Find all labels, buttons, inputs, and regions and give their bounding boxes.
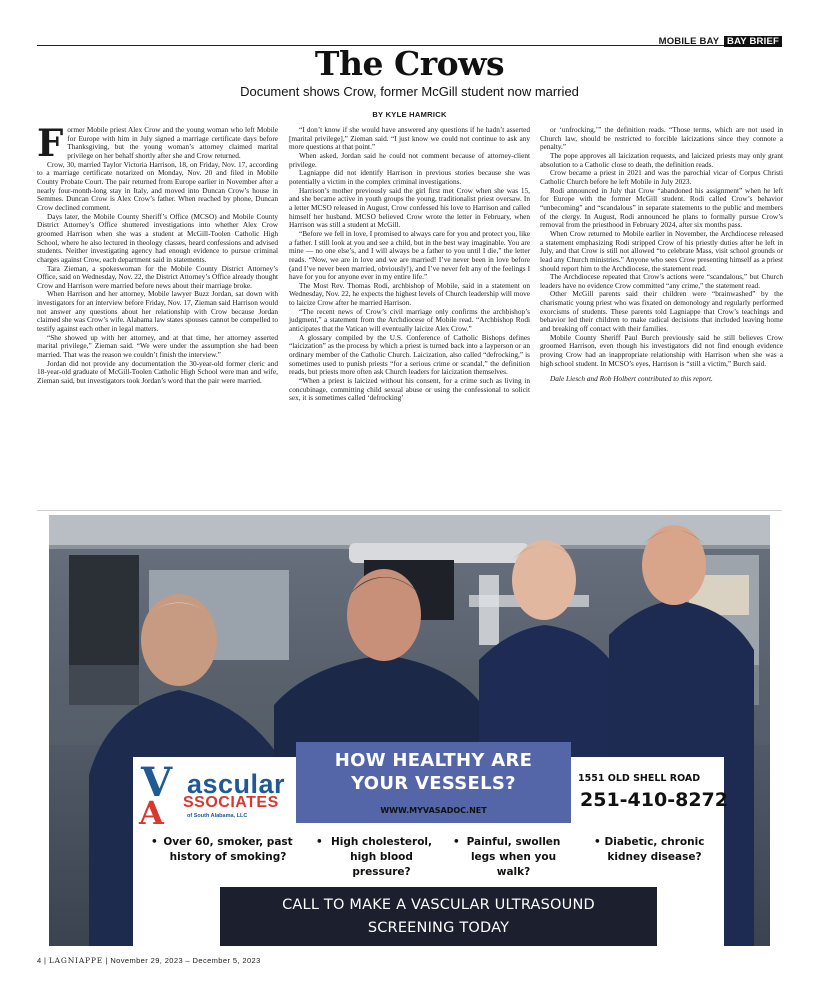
- drop-cap: F: [37, 121, 64, 165]
- paragraph: The Most Rev. Thomas Rodi, archbishop of Mobile, said in a statement on Wednesday, Nov. 22, he expects the highest levels of Church leadership will move to laicize Crow after he married Harrison.: [289, 280, 530, 308]
- paragraph: Crow, 30, married Taylor Victoria Harrison, 18, on Friday, Nov. 17, according to a marriage certificate notarized on Monday, Nov. 20 and filed in Mobile County Probate Court. The pair returned from Europe earlier in November after a nearly four-month-long stay in Italy, and moved into Duncan Crow’s house in Semmes. Duncan Crow is Alex Crow’s father. When reached by phone, Duncan Crow declined comment.: [37, 159, 278, 212]
- paragraph: Rodi announced in July that Crow “abandoned his assignment” when he left for Europe with the former McGill student. Rodi called Crow’s behavior “unbecoming” and “scandalous” in separate statements to the public and members of the clergy. In August, Rodi announced he plans to formally pursue Crow’s removal from the priesthood in February 2024, after six months pass.: [540, 185, 783, 230]
- page-footer: 4 | LAGNIAPPE | November 29, 2023 – December 5, 2023: [37, 956, 261, 965]
- section-label-right: BAY BRIEF: [724, 36, 782, 47]
- ad-bullet: [594, 835, 707, 865]
- bullet-text: Painful, swollen legs when you walk?: [466, 836, 561, 878]
- logo-a-letter: A: [139, 794, 164, 832]
- cta-line-1: CALL TO MAKE A VASCULAR ULTRASOUND: [282, 897, 595, 913]
- ad-divider: [37, 510, 782, 511]
- ad-headline-line-2: YOUR VESSELS?: [351, 773, 516, 794]
- paragraph: or ‘unfrocking,’” the definition reads. “Those terms, which are not used in Church law, should be restricted to forcible laicizations since they connote a penalty.”: [540, 125, 783, 152]
- logo-word-1: ascular: [187, 769, 286, 799]
- paragraph: When Harrison and her attorney, Mobile lawyer Buzz Jordan, sat down with investigators for an interview before Friday, Nov. 17, Zieman said Harrison would not answer any questions about her relationship with Crow because Jordan claimed she was Crow’s wife. Alabama law states spouses cannot be compelled to testify against each other in legal matters.: [37, 289, 278, 334]
- logo-v-letter: V: [141, 759, 173, 806]
- paragraph: The pope approves all laicization requests, and laicized priests may only grant absolution to a Catholic close to death, the definition reads.: [540, 150, 783, 169]
- bullet-icon: •: [594, 836, 601, 848]
- ad-bullet: [453, 835, 566, 880]
- deck: Document shows Crow, former McGill student now married: [240, 84, 579, 99]
- bullet-icon: •: [316, 836, 323, 848]
- paragraph: “Before we fell in love, I promised to always care for you and protect you, like a father. I still look at you and see a child, but in the best way imaginable. You are mine — no one else’s, and I will always be a father to you until I die,” the letter reads. “Now, we are in love and we are married! I’ve never been in love before (and I’ve never been married, obviously!), and I’ve never felt any of the feelings I have for you for anyone ever in my entire life.”: [289, 228, 530, 282]
- paragraph: When asked, Jordan said he could not comment because of attorney-client privilege.: [289, 150, 530, 169]
- byline: BY KYLE HAMRICK: [372, 110, 447, 119]
- publication-name: LAGNIAPPE: [48, 956, 104, 965]
- ad-phone[interactable]: 251-410-8272: [580, 789, 728, 811]
- paragraph: Harrison’s mother previously said the girl first met Crow when she was 15, and she became active in youth groups the young, traditionalist priest oversaw. In a letter MCSO released in August, Crow confessed his love to Harrison and called himself her husband. MCSO believed Crow wrote the letter in February, when Harrison was still a student at McGill.: [289, 185, 530, 230]
- article-column-1: [37, 121, 278, 386]
- contributor-credit: Dale Liesch and Rob Holbert contributed to this report.: [550, 374, 713, 384]
- ad-bullet: [151, 835, 297, 865]
- paragraph: Mobile County Sheriff Paul Burch previously said he still believes Crow groomed Harrison, even though his investigators did not find enough evidence proving Crow had an inappropriate relationship with Harrison when she was a high school student. In MCSO’s eyes, Harrison is “still a victim,” Burch said.: [540, 332, 783, 368]
- bullet-text: High cholesterol, high blood pressure?: [330, 836, 433, 878]
- paragraph: “She showed up with her attorney, and at that time, her attorney asserted marital privilege,” Zieman said. “We were under the assumption she had been married. That was the reason we couldn’t finish the interview.”: [37, 332, 278, 360]
- ad-call-to-action: [220, 887, 657, 946]
- paragraph: Days later, the Mobile County Sheriff’s Office (MCSO) and Mobile County District Attorney’s Office shuttered investigations into whether Alex Crow groomed Harrison when she was a student at McGill-Toolen Catholic High School, where he also lectured in theology classes, heard confessions and advised students. Neither investigating agency had enough evidence to pursue criminal charges against Crow, each department said in statements.: [37, 211, 278, 264]
- paragraph: Tara Zieman, a spokeswoman for the Mobile County District Attorney’s Office, said on Wednesday, Nov. 22, the District Attorney’s Office already thought Crow and Harrison were married before news about their marriage broke.: [37, 263, 278, 290]
- paragraph: “When a priest is laicized without his consent, for a crime such as living in concubinage, committing child sexual abuse or using the confessional to solicit sex, it is sometimes called ‘defrocking’: [289, 376, 530, 403]
- logo-subtitle: of South Alabama, LLC: [187, 813, 248, 819]
- page-number: 4: [37, 956, 42, 965]
- bullet-text: Diabetic, chronic kidney disease?: [604, 836, 705, 863]
- paragraph: A glossary compiled by the U.S. Conference of Catholic Bishops defines “laicization” as the process by which a priest is turned back into a layperson or an ordinary member of the Catholic Church. Laicization, also called “defrocking,” is sometimes used to punish priests “for a serious crime or scandal,” the definition reads, but priests more often ask Church leaders for laicization themselves.: [289, 332, 530, 377]
- paragraph: Jordan did not provide any documentation the 30-year-old former cleric and 18-year-old graduate of McGill-Toolen Catholic High School were man and wife, Zieman said, but investigators took Jordan’s word that the pair were married.: [37, 358, 278, 386]
- cta-line-2: SCREENING TODAY: [367, 920, 510, 936]
- issue-dates: November 29, 2023 – December 5, 2023: [110, 956, 261, 965]
- ad-address: 1551 OLD SHELL ROAD: [578, 773, 701, 784]
- paragraph: Other McGill parents said their children were “brainwashed” by the charismatic young priest who was fixated on demonology and regularly performed exorcisms of students. These parents told Lagniappe that Crow’s teachings and behavior led their children to make radical decisions that included leaving home and breaking off contact with their families.: [540, 289, 783, 334]
- vascular-associates-logo: [137, 759, 297, 832]
- ad-bullet: [316, 835, 439, 880]
- paragraph: [37, 121, 278, 165]
- article-column-3: [540, 126, 783, 384]
- ad-headline-line-1: HOW HEALTHY ARE: [334, 750, 533, 771]
- article-column-2: [289, 126, 530, 403]
- headline: The Crows: [314, 44, 505, 83]
- paragraph: Crow became a priest in 2021 and was the parochial vicar of Corpus Christi Catholic Church before he left Mobile in July 2023.: [540, 168, 783, 186]
- paragraph: When Crow returned to Mobile earlier in November, the Archdiocese released a statement emphasizing Rodi stripped Crow of his priestly duties after he left in July, and that Crow is still not allowed “to celebrate Mass, visit school grounds or lead any Church ministries.” Anyone who sees Crow presenting himself as a priest should report him to the Archdiocese, the statement read.: [540, 228, 783, 273]
- paragraph: “The recent news of Crow’s civil marriage only confirms the archbishop’s judgment,” a statement from the Archdiocese of Mobile read. “Archbishop Rodi anticipates that the Vatican will eventually laicize Alex Crow.”: [289, 306, 530, 334]
- paragraph: Lagniappe did not identify Harrison in previous stories because she was potentially a victim in the complex criminal investigations.: [289, 168, 530, 186]
- bullet-text: Over 60, smoker, past history of smoking?: [163, 836, 293, 863]
- section-label-left: MOBILE BAY: [658, 36, 720, 47]
- bullet-icon: •: [453, 836, 460, 848]
- logo-word-2: SSOCIATES: [183, 794, 279, 811]
- paragraph-text: ormer Mobile priest Alex Crow and the young woman who left Mobile for Europe with him in July signed a marriage certificate days before Thanksgiving, but the young woman’s attorney claimed marital privilege on her behalf shortly after she and Crow returned.: [67, 125, 278, 160]
- advertisement: [49, 515, 770, 946]
- ad-website[interactable]: WWW.MYVASADOC.NET: [380, 806, 487, 815]
- paragraph: The Archdiocese repeated that Crow’s actions were “scandalous,” but Church leaders have no evidence Crow committed “any crime,” the statement read.: [540, 272, 783, 290]
- bullet-icon: •: [151, 836, 158, 848]
- paragraph: “I don’t know if she would have answered any questions if he hadn’t asserted [marital privilege],” Zieman said. “I just know we could not continue to ask any more questions at that point.”: [289, 125, 530, 152]
